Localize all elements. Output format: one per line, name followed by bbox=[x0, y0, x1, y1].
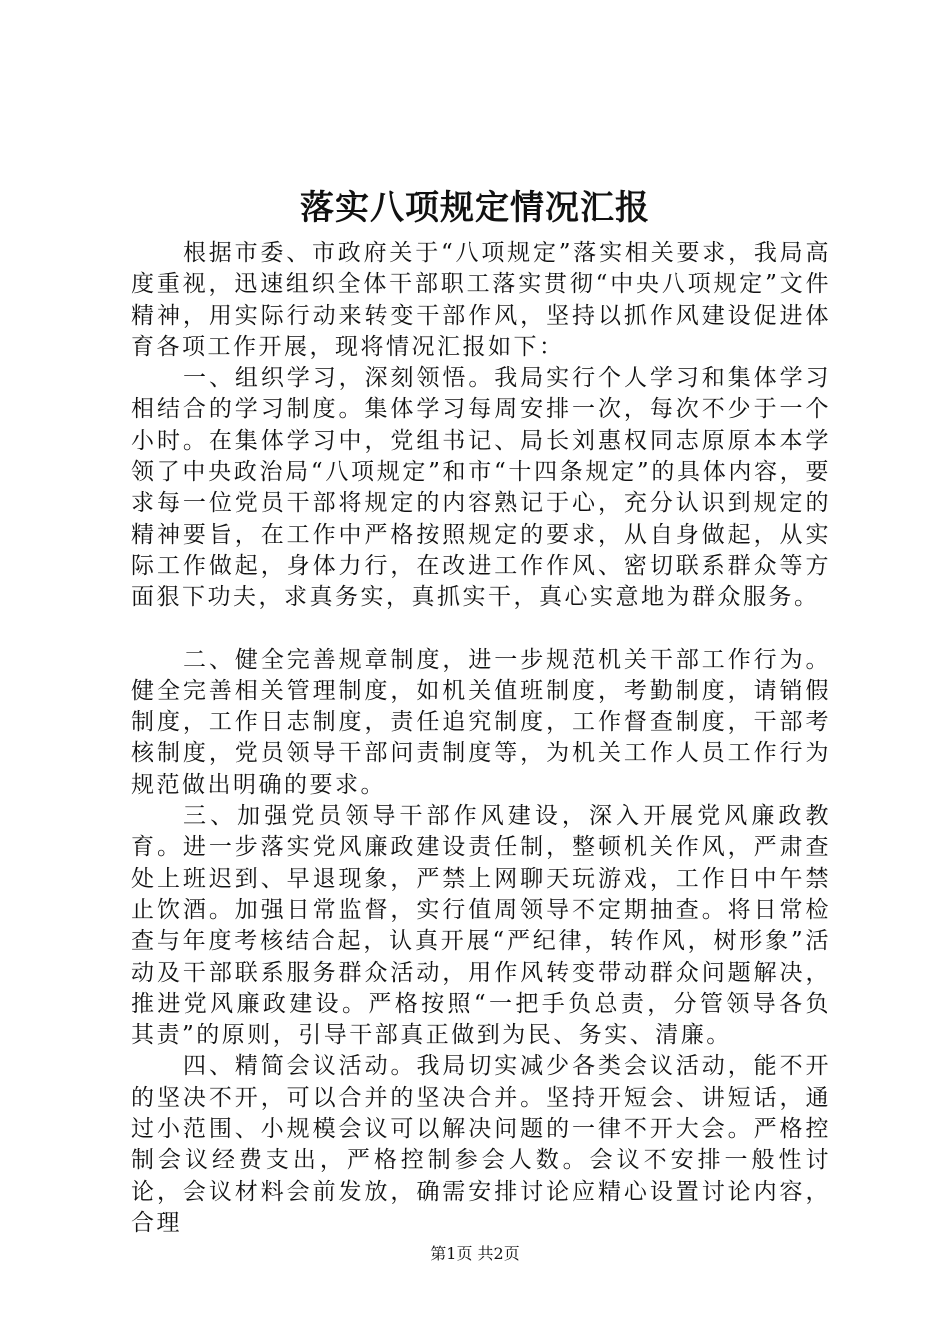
paragraph-section-3: 三、加强党员领导干部作风建设，深入开展党风廉政教育。进一步落实党风廉政建设责任制，整顿机关作风，严肃查处上班迟到、早退现象，严禁上网聊天玩游戏，工作日中午禁止饮酒。加强日常监督，实行值周领导不定期抽查。将日常检查与年度考核结合起，认真开展“严纪律，转作风，树形象”活动及干部联系服务群众活动，用作风转变带动群众问题解决，推进党风廉政建设。严格按照“一把手负总责，分管领导各负其责”的原则，引导干部真正做到为民、务实、清廉。 bbox=[131, 803, 831, 1049]
paragraph-section-2: 二、健全完善规章制度，进一步规范机关干部工作行为。健全完善相关管理制度，如机关值班制度，考勤制度，请销假制度，工作日志制度，责任追究制度，工作督查制度，干部考核制度，党员领导干部问责制度等，为机关工作人员工作行为规范做出明确的要求。 bbox=[131, 646, 831, 798]
paragraph-section-4: 四、精简会议活动。我局切实减少各类会议活动，能不开的坚决不开，可以合并的坚决合并。坚持开短会、讲短话，通过小范围、小规模会议可以解决问题的一律不开大会。严格控制会议经费支出，严格控制参会人数。会议不安排一般性讨论，会议材料会前发放，确需安排讨论应精心设置讨论内容，合理 bbox=[131, 1053, 831, 1236]
paragraph-spacer bbox=[131, 614, 831, 645]
document-body bbox=[131, 238, 831, 1239]
page-title: 落实八项规定情况汇报 bbox=[300, 188, 650, 228]
page-number-footer: 第1页 共2页 bbox=[430, 1244, 520, 1263]
paragraph-intro: 根据市委、市政府关于“八项规定”落实相关要求，我局高度重视，迅速组织全体干部职工落实贯彻“中央八项规定”文件精神，用实际行动来转变干部作风，坚持以抓作风建设促进体育各项工作开展，现将情况汇报如下： bbox=[131, 240, 831, 360]
paragraph-section-1: 一、组织学习，深刻领悟。我局实行个人学习和集体学习相结合的学习制度。集体学习每周安排一次，每次不少于一个小时。在集体学习中，党组书记、局长刘惠权同志原原本本学领了中央政治局“八项规定”和市“十四条规定”的具体内容，要求每一位党员干部将规定的内容熟记于心，充分认识到规定的精神要旨，在工作中严格按照规定的要求，从自身做起，从实际工作做起，身体力行，在改进工作作风、密切联系群众等方面狠下功夫，求真务实，真抓实干，真心实意地为群众服务。 bbox=[131, 365, 831, 611]
